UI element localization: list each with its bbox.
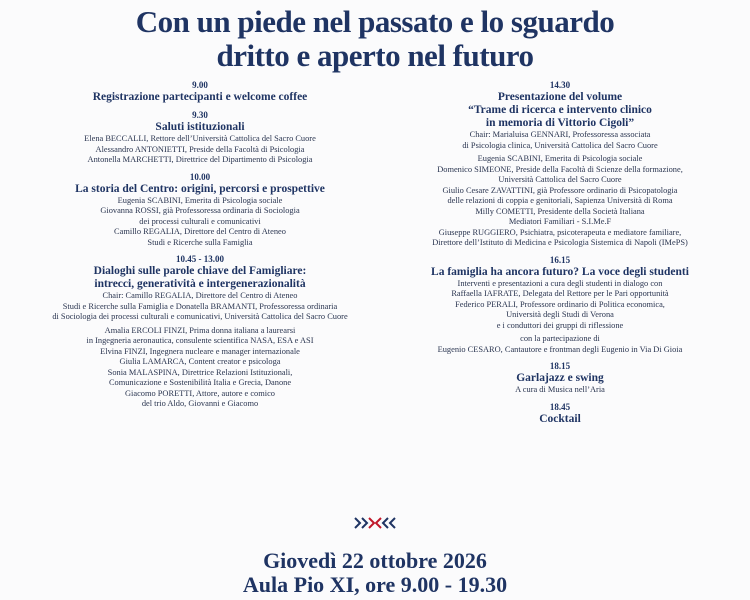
event-venue: Aula Pio XI, ore 9.00 - 19.30	[242, 572, 508, 597]
session-title: “Trame di ricerca e intervento clinico	[468, 104, 652, 116]
session-title: Garlajazz e swing	[516, 372, 604, 384]
session-title: Registrazione partecipanti e welcome coffee	[92, 91, 308, 103]
speaker-line: Giuseppe RUGGIERO, Psichiatra, psicoterapeuta e mediatore familiare,	[438, 227, 682, 237]
session-title: Presentazione del volume	[497, 91, 623, 103]
program-left-column	[30, 80, 370, 416]
program-block	[30, 80, 370, 104]
session-title: La famiglia ha ancora futuro? La voce degli studenti	[431, 265, 689, 278]
speaker-line: di Sociologia dei processi culturali e comunicativi, Università Cattolica del Sacro Cuore	[52, 312, 348, 321]
session-title: in memoria di Vittorio Cigoli”	[485, 117, 635, 129]
speaker-line: Giulia LAMARCA, Content creator e psicologa	[119, 357, 281, 366]
session-title: Dialoghi sulle parole chiave del Famigliare:	[93, 265, 307, 277]
program-block	[390, 361, 730, 396]
session-time: 18.45	[549, 401, 571, 412]
program-block	[390, 255, 730, 356]
speaker-line: del trio Aldo, Giovanni e Giacomo	[141, 399, 259, 408]
speaker-line: Studi e Ricerche sulla Famiglia	[147, 237, 253, 247]
speaker-line: Giulio Cesare ZAVATTINI, già Professore ordinario di Psicopatologia	[442, 185, 678, 195]
session-title: Cocktail	[539, 412, 581, 425]
program-right-column	[390, 80, 730, 432]
session-time: 9.00	[192, 80, 208, 90]
speaker-line: dei processi culturali e comunicativi	[139, 216, 261, 226]
speaker-line: Giovanna ROSSI, già Professoressa ordinaria di Sociologia	[100, 206, 300, 215]
speaker-line: Camillo REGALIA, Direttore del Centro di Ateneo	[114, 227, 286, 236]
session-time: 10.00	[189, 171, 211, 182]
title-line-2: dritto e aperto nel futuro	[216, 38, 534, 73]
speaker-line: con la partecipazione di	[520, 334, 600, 343]
speaker-line: Chair: Camillo REGALIA, Direttore del Centro di Ateneo	[102, 291, 298, 300]
speaker-line: Giacomo PORETTI, Attore, autore e comico	[124, 388, 275, 398]
event-date: Giovedì 22 ottobre 2026	[263, 548, 487, 573]
speaker-line: Direttore dell’Istituto di Medicina e Psicologia Sistemica di Napoli (IMePS)	[432, 238, 688, 247]
speaker-line: Elena BECCALLI, Rettore dell’Università Cattolica del Sacro Cuore	[84, 134, 316, 143]
session-time: 10.45 - 13.00	[176, 254, 224, 264]
program-block	[390, 80, 730, 249]
title-line-1: Con un piede nel passato e lo sguardo	[135, 4, 615, 39]
session-title: Saluti istituzionali	[155, 121, 245, 133]
speaker-line: Alessandro ANTONIETTI, Preside della Facoltà di Psicologia	[95, 144, 305, 154]
speaker-line: Mediatori Familiari - S.I.Me.F	[508, 217, 612, 226]
program-block	[30, 172, 370, 249]
session-time: 9.30	[192, 110, 208, 120]
speaker-line: Domenico SIMEONE, Preside della Facoltà di Scienze della formazione,	[437, 164, 683, 174]
speaker-line: Raffaella IAFRATE, Delegata del Rettore per le Pari opportunità	[451, 289, 669, 298]
speaker-line: Università degli Studi di Verona	[506, 310, 614, 319]
speaker-line: Studi e Ricerche sulla Famiglia e Donatella BRAMANTI, Professoressa ordinaria	[62, 301, 338, 311]
program-block	[30, 254, 370, 410]
speaker-line: Eugenio CESARO, Cantautore e frontman degli Eugenio in Via Di Gioia	[437, 344, 683, 354]
speaker-line: in Ingegneria aeronautica, consulente scientifica NASA, ESA e ASI	[86, 336, 314, 345]
speaker-line: Comunicazione e Sostenibilità Italia e Grecia, Danone	[108, 378, 292, 387]
speaker-line: Chair: Marialuisa GENNARI, Professoressa associata	[469, 130, 651, 139]
session-time: 16.15	[549, 254, 571, 265]
speaker-line: di Psicologia clinica, Università Cattolica del Sacro Cuore	[462, 140, 658, 150]
program-block	[390, 402, 730, 426]
session-time: 14.30	[549, 80, 571, 90]
ornament-divider	[0, 516, 750, 535]
speaker-line: Eugenia SCABINI, Emerita di Psicologia sociale	[117, 195, 283, 205]
session-title: La storia del Centro: origini, percorsi e prospettive	[75, 182, 325, 195]
speaker-line: Università Cattolica del Sacro Cuore	[498, 175, 622, 184]
session-time: 18.15	[549, 361, 571, 371]
speaker-line: Milly COMETTI, Presidente della Società Italiana	[475, 206, 645, 216]
speaker-line: Amalia ERCOLI FINZI, Prima donna italiana a laurearsi	[104, 325, 296, 335]
speaker-line: Federico PERALI, Professore ordinario di Politica economica,	[455, 299, 665, 309]
speaker-line: Antonella MARCHETTI, Direttrice del Dipartimento di Psicologia	[87, 155, 313, 164]
session-title: intrecci, generatività e intergenerazionalità	[94, 278, 306, 290]
speaker-line: e i conduttori dei gruppi di riflessione	[496, 320, 624, 330]
chevron-ornament-icon	[353, 516, 397, 530]
speaker-line: Eugenia SCABINI, Emerita di Psicologia sociale	[477, 154, 643, 163]
speaker-line: A cura di Musica nell’Aria	[515, 385, 605, 394]
speaker-line: delle relazioni di coppia e genitoriali, Sapienza Università di Roma	[447, 196, 673, 205]
speaker-line: Sonia MALASPINA, Direttrice Relazioni Istituzionali,	[107, 367, 293, 377]
speaker-line: Interventi e presentazioni a cura degli studenti in dialogo con	[457, 278, 663, 288]
speaker-line: Elvina FINZI, Ingegnera nucleare e manager internazionale	[100, 346, 300, 356]
program-block	[30, 110, 370, 166]
